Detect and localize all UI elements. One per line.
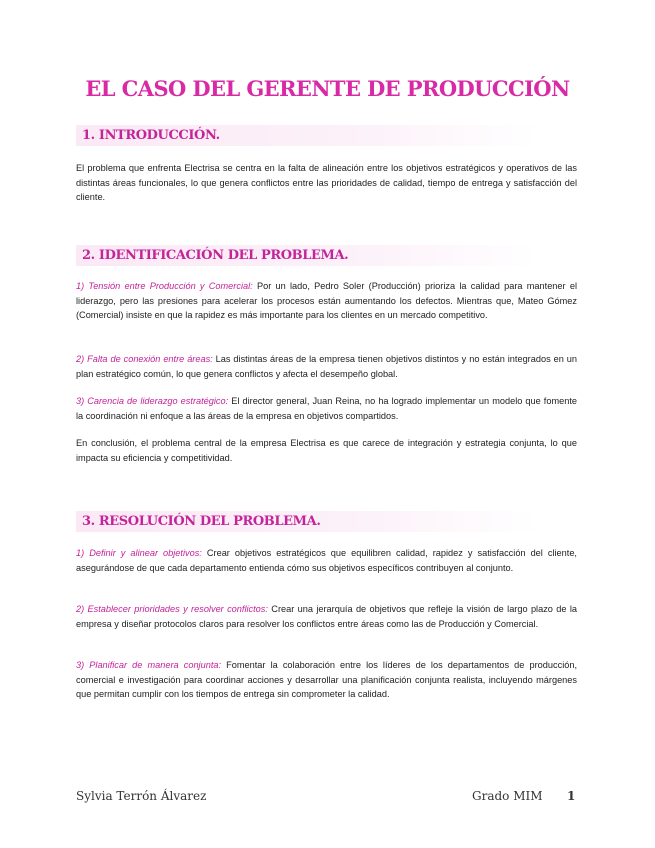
identification-conclusion: En conclusión, el problema central de la empresa Electrisa es que carece de integración y estrategia conjunta, lo que impacta su eficiencia y competitividad.: [76, 438, 577, 463]
introduction-paragraph: El problema que enfrenta Electrisa se centra en la falta de alineación entre los objetivos estratégicos y operativos de las distintas áreas funcionales, lo que genera conflictos entre las prioridades de calidad, tiempo de entrega y satisfacción del cliente.: [76, 163, 577, 202]
section-heading-introduction: 1. INTRODUCCIÓN.: [76, 125, 538, 146]
footer-page-number: 1: [567, 789, 576, 803]
resolution-item-3-lead: 3) Planificar de manera conjunta:: [76, 660, 222, 670]
resolution-item-3-text: Fomentar la colaboración entre los líderes de los departamentos de producción, comercial e investigación para coordinar acciones y desarrollar una planificación conjunta realista, incluyendo márgenes que permitan cumplir con los tiempos de entrega sin comprometer la calidad.: [76, 660, 578, 699]
resolution-item-1: [76, 546, 577, 575]
identification-item-2: [76, 352, 577, 381]
resolution-item-1-lead: 1) Definir y alinear objetivos:: [76, 548, 202, 558]
identification-item-2-text: Las distintas áreas de la empresa tienen objetivos distintos y no están integrados en un plan estratégico común, lo que genera conflictos y afecta el desempeño global.: [76, 354, 577, 379]
footer-author: Sylvia Terrón Álvarez: [76, 789, 207, 803]
section-heading-resolution: 3. RESOLUCIÓN DEL PROBLEMA.: [76, 511, 538, 532]
identification-item-1-lead: 1) Tensión entre Producción y Comercial:: [76, 281, 253, 291]
document-title: EL CASO DEL GERENTE DE PRODUCCIÓN: [85, 76, 570, 101]
identification-item-3-text: El director general, Juan Reina, no ha logrado implementar un modelo que fomente la coordinación ni enfoque a las áreas de la empresa en objetivos compartidos.: [76, 396, 577, 421]
identification-item-1-text: Por un lado, Pedro Soler (Producción) prioriza la calidad para mantener el liderazgo, pero las presiones para acelerar los procesos están aumentando los defectos. Mientras que, Mateo Gómez (Comercial) insiste en que la rapidez es más importante para los clientes en un mercado competitivo.: [76, 281, 577, 320]
resolution-item-2-lead: 2) Establecer prioridades y resolver conflictos:: [76, 604, 268, 614]
resolution-item-1-text: Crear objetivos estratégicos que equilibren calidad, rapidez y satisfacción del cliente, asegurándose de que cada departamento entienda cómo sus objetivos específicos contribuyen al conjunto.: [76, 548, 577, 573]
section-heading-identification: 2. IDENTIFICACIÓN DEL PROBLEMA.: [76, 245, 538, 266]
resolution-item-2: [76, 602, 577, 631]
identification-item-1: [76, 279, 577, 323]
resolution-item-3: [76, 658, 577, 702]
footer-degree: Grado MIM: [472, 789, 543, 803]
identification-item-3: [76, 394, 577, 423]
identification-item-3-lead: 3) Carencia de liderazgo estratégico:: [76, 396, 229, 406]
resolution-item-2-text: Crear una jerarquía de objetivos que refleje la visión de largo plazo de la empresa y diseñar protocolos claros para resolver los conflictos entre áreas como las de Producción y Comercial.: [76, 604, 577, 629]
identification-item-2-lead: 2) Falta de conexión entre áreas:: [76, 354, 213, 364]
